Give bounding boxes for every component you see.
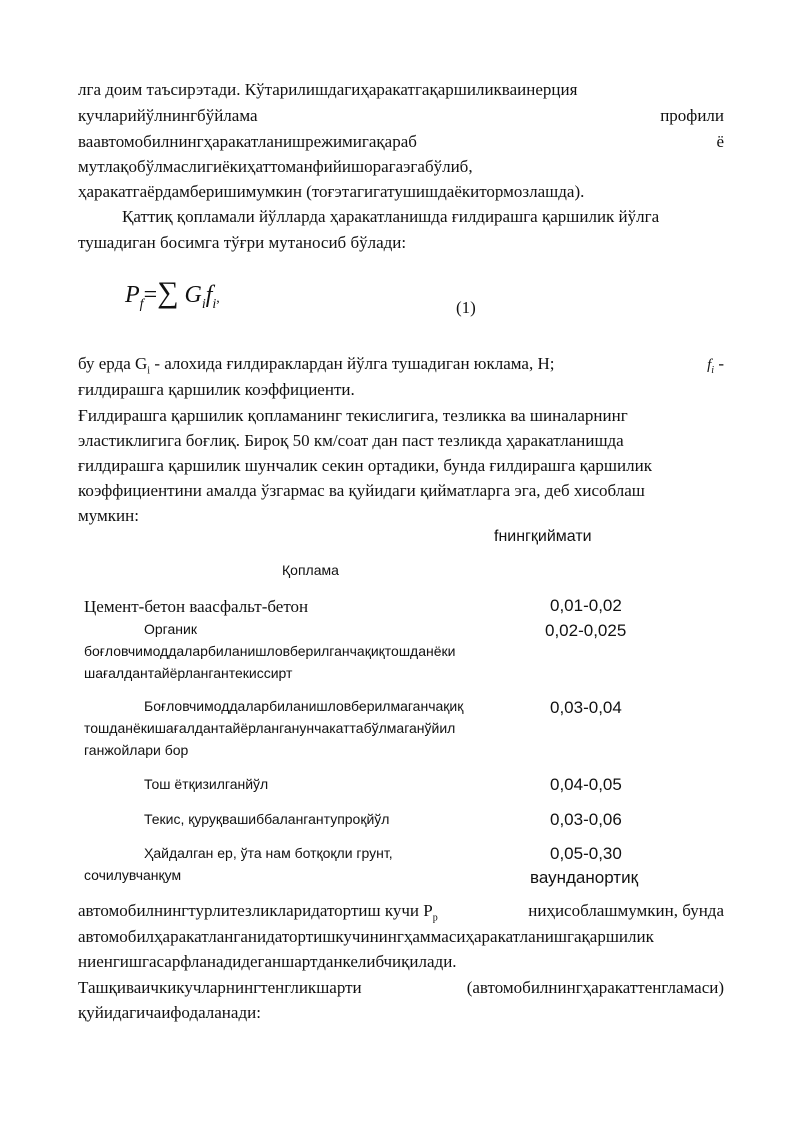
table-row-value: 0,03-0,04: [550, 698, 622, 717]
text-fragment: ваавтомобилнингҳаракатланишрежимигақараб: [78, 132, 417, 151]
subscript: i: [711, 365, 715, 376]
text-fragment: профили: [660, 106, 724, 125]
formula-subscript: i: [201, 296, 206, 312]
table-row-name: боғловчимоддаларбиланишловберилганчақиқтошданёки: [84, 643, 456, 659]
sum-symbol: ∑: [157, 276, 179, 309]
table-row-name: Текис, қуруқвашиббалангантупроқйўл: [144, 811, 390, 827]
text-fragment: автомобилнингтурлитезликларидатортиш кучи Р: [78, 901, 433, 920]
text-line: эластиклигига боғлиқ. Бироқ 50 км/соат дан паст тезликда ҳаракатланишда: [78, 431, 624, 450]
text-fragment: Ташқиваичкикучларнингтенгликшарти: [78, 978, 362, 997]
formula-comma: ,: [216, 291, 220, 306]
table-row-value: 0,01-0,02: [550, 596, 622, 615]
table-row-value: 0,05-0,30: [550, 844, 622, 863]
formula-symbol: f: [205, 282, 213, 308]
text-line: [78, 130, 724, 154]
table-header-name: Қоплама: [282, 562, 339, 578]
text-fragment: -: [714, 354, 724, 373]
table-row-name: Органик: [144, 621, 197, 637]
table-row-value: 0,04-0,05: [550, 775, 622, 794]
text-line: мумкин:: [78, 506, 139, 525]
formula-symbol: P: [125, 282, 140, 308]
text-fragment: (автомобилнингҳаракаттенгламаси): [466, 978, 724, 997]
text-line: ғилдирашга қаршилик коэффициенти.: [78, 380, 355, 399]
text-fragment: ниҳисоблашмумкин, бунда: [528, 901, 724, 920]
formula-subscript: f: [139, 296, 144, 312]
text-line: коэффициентини амалда ўзгармас ва қуйидаги қийматларга эга, деб хисоблаш: [78, 481, 645, 500]
table-row-value: 0,02-0,025: [545, 621, 627, 640]
text-line: ниенгишгасарфланадидеганшартданкелибчиқилади.: [78, 952, 457, 971]
text-fragment: - алохида ғилдираклардан йўлга тушадиган юклама, Н;: [150, 354, 555, 373]
text-line: лга доим таъсирэтади. Кўтарилишдагиҳаракатгақаршиликваинерция: [78, 80, 578, 99]
text-line: Қаттиқ қопламали йўлларда ҳаракатланишда ғилдирашга қаршилик йўлга: [122, 207, 660, 226]
text-line: ғилдирашга қаршилик шунчалик секин ортадики, бунда ғилдирашга қаршилик: [78, 456, 652, 475]
text-fragment: кучларийўлнингбўйлама: [78, 106, 258, 125]
text-line: ҳаракатгаёрдамберишимумкин (тоғэтагигатушишдаёкитормозлашда).: [78, 182, 585, 201]
table-row-value: 0,03-0,06: [550, 810, 622, 829]
formula-subscript: i: [212, 296, 217, 312]
table-row-name: ганжойлари бор: [84, 742, 189, 758]
text-fragment: бу ерда G: [78, 354, 148, 373]
text-line: [78, 104, 724, 128]
table-header-value: fнингқиймати: [494, 528, 592, 545]
subscript: i: [147, 365, 151, 377]
table-row-name: тошданёкишағалдантайёрланганунчакаттабўлмаганўйил: [84, 720, 456, 736]
equation-number: (1): [456, 298, 476, 317]
text-line: Ғилдирашга қаршилик қопламанинг текислигига, тезликка ва шиналарнинг: [78, 406, 628, 425]
table-row-value: ваунданортиқ: [530, 868, 639, 887]
table-row-name: Цемент-бетон ваасфальт-бетон: [84, 597, 309, 616]
text-line: тушадиган босимга тўғри мутаносиб бўлади:: [78, 233, 407, 252]
formula: [125, 276, 220, 313]
text-line: [78, 976, 724, 1000]
subscript: р: [432, 912, 438, 924]
table-row-name: Тош ётқизилганйўл: [144, 776, 269, 792]
formula-symbol: G: [184, 282, 202, 308]
text-line: мутлақобўлмаслигиёкиҳаттоманфийишорагаэгабўлиб,: [78, 157, 473, 176]
text-fragment: ё: [716, 132, 724, 151]
table-row-name: Ҳайдалган ер, ўта нам ботқоқли грунт,: [144, 845, 393, 861]
text-line: автомобилҳаракатланганидатортишкучинингҳаммасиҳаракатланишгақаршилик: [78, 927, 654, 946]
table-row-name: сочилувчанқум: [84, 867, 182, 883]
table-row-name: шағалдантайёрлангантекиссирт: [84, 665, 293, 681]
formula-equals: =: [143, 282, 158, 308]
text-line: қуйидагичаифодаланади:: [78, 1003, 261, 1022]
table-row-name: Боғловчимоддаларбиланишловберилмаганчақиқ: [144, 698, 464, 714]
symbol: f: [707, 357, 712, 373]
